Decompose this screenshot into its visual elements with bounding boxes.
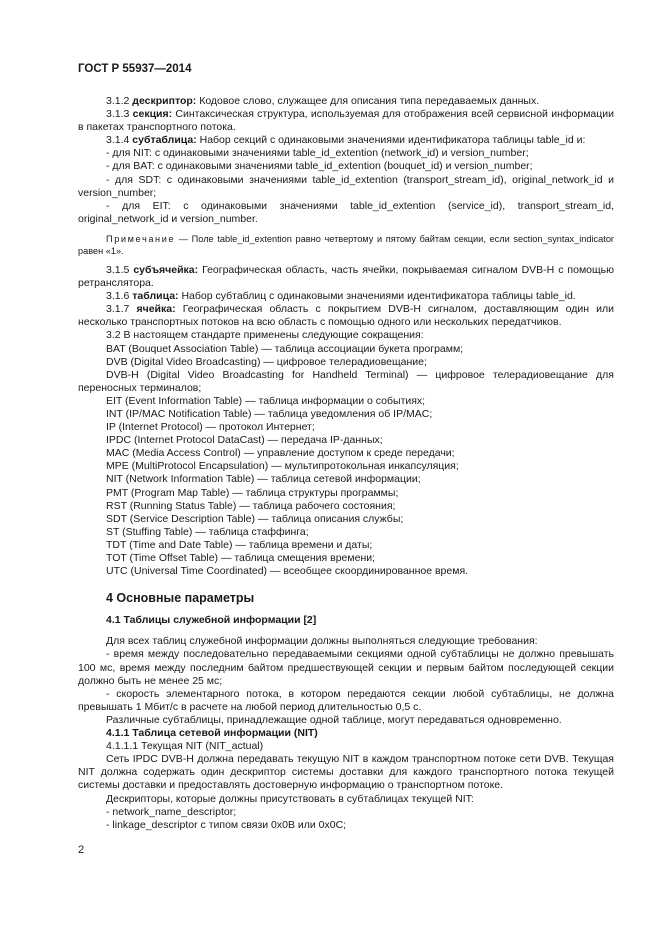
- list-item: - время между последовательно передаваемыми секциями одной субтаблицы не должно превышать 100 мс, время между последним байтом предшествующей секции и первым байтом последующей секции должно быть не менее 25 мс;: [78, 648, 614, 687]
- definition-3-1-3: 3.1.3 секция: Синтаксическая структура, используемая для отображения всей сервисной информации в пакетах транспортного потока.: [78, 108, 614, 134]
- list-item: - для EIT: с одинаковыми значениями table_id_extention (service_id), transport_stream_id, original_network_id и version_number.: [78, 199, 614, 225]
- abbreviation-item: NIT (Network Information Table) — таблица сетевой информации;: [106, 473, 421, 486]
- abbreviation-item: IP (Internet Protocol) — протокол Интернет;: [106, 421, 315, 434]
- list-item: - скорость элементарного потока, в котором передаются секции любой субтаблицы, не должна превышать 1 Мбит/с в расчете на любой период длительностью 0,5 с.: [78, 687, 614, 713]
- abbreviation-item: RST (Running Status Table) — таблица рабочего состояния;: [106, 499, 396, 512]
- abbreviation-item: PMT (Program Map Table) — таблица структуры программы;: [106, 486, 399, 499]
- abbreviation-item: DVB (Digital Video Broadcasting) — цифровое телерадиовещание;: [106, 355, 427, 368]
- section-4-1-1-1-heading: 4.1.1.1 Текущая NIT (NIT_actual): [106, 740, 264, 753]
- abbreviation-item: TDT (Time and Date Table) — таблица времени и даты;: [106, 538, 373, 551]
- section-4-1-1-heading: 4.1.1 Таблица сетевой информации (NIT): [106, 727, 318, 740]
- list-item: - network_name_descriptor;: [106, 805, 237, 818]
- section-4-heading: 4 Основные параметры: [106, 591, 255, 606]
- abbreviation-item: UTC (Universal Time Coordinated) — всеобщее скоординированное время.: [106, 565, 469, 578]
- note-label: Примечание: [106, 233, 176, 244]
- list-item: - linkage_descriptor с типом связи 0x0B или 0x0C;: [106, 818, 347, 831]
- definition-3-1-2: 3.1.2 дескриптор: Кодовое слово, служащее для описания типа передаваемых данных.: [106, 95, 540, 107]
- list-item: - для BAT: с одинаковыми значениями table_id_extention (bouquet_id) и version_number;: [106, 160, 533, 173]
- abbreviation-item: MPE (MultiProtocol Encapsulation) — мультипротокольная инкапсуляция;: [106, 460, 459, 473]
- abbreviation-item: BAT (Bouquet Association Table) — таблица ассоциации букета программ;: [106, 342, 464, 355]
- abbreviations-intro: 3.2 В настоящем стандарте применены следующие сокращения:: [106, 329, 424, 342]
- section-4-1-heading: 4.1 Таблицы служебной информации [2]: [106, 614, 317, 627]
- doc-header: ГОСТ Р 55937—2014: [78, 63, 192, 75]
- abbreviation-item: IPDC (Internet Protocol DataCast) — передача IP-данных;: [106, 434, 383, 447]
- abbreviation-item: ST (Stuffing Table) — таблица стаффинга;: [106, 525, 309, 538]
- definition-3-1-5: 3.1.5 субъячейка: Географическая область, часть ячейки, покрываемая сигналом DVB-H с помощью ретранслятора.: [78, 263, 614, 290]
- definition-3-1-7: 3.1.7 ячейка: Географическая область с покрытием DVB-H сигналом, доставляющим один или несколько транспортных потоков на всю область с помощью одного или нескольких передатчиков.: [78, 303, 614, 329]
- list-item: - для SDT: с одинаковыми значениями table_id_extention (transport_stream_id), original_network_id и version_number;: [78, 173, 614, 199]
- paragraph: Дескрипторы, которые должны присутствовать в субтаблицах текущей NIT:: [106, 792, 474, 805]
- paragraph: Различные субтаблицы, принадлежащие одной таблице, могут передаваться одновременно.: [106, 713, 562, 726]
- abbreviation-item: MAC (Media Access Control) — управление доступом к среде передачи;: [106, 447, 455, 460]
- list-item: - для NIT: с одинаковыми значениями table_id_extention (network_id) и version_number;: [106, 147, 529, 160]
- paragraph: Для всех таблиц служебной информации должны выполняться следующие требования:: [106, 635, 538, 648]
- abbreviation-item: TOT (Time Offset Table) — таблица смещения времени;: [106, 552, 376, 564]
- note: [78, 233, 614, 257]
- abbreviation-item: DVB-H (Digital Video Broadcasting for Handheld Terminal) — цифровое телерадиовещание для переносных терминалов;: [78, 368, 614, 394]
- page-number: 2: [78, 844, 85, 856]
- definition-3-1-4: 3.1.4 субтаблица: Набор секций с одинаковыми значениями идентификатора таблицы table_id и:: [106, 134, 586, 147]
- paragraph: Сеть IPDC DVB-H должна передавать текущую NIT в каждом транспортном потоке сети DVB. Текущая NIT должна содержать один дескриптор системы доставки для каждого транспортного потока текущей системы доставки и предоставлять достоверную информацию о транспортном потоке.: [78, 753, 614, 792]
- definition-3-1-6: 3.1.6 таблица: Набор субтаблиц с одинаковыми значениями идентификатора таблицы table_id.: [106, 290, 576, 303]
- document-body: [78, 95, 614, 832]
- abbreviation-item: INT (IP/MAC Notification Table) — таблица уведомления об IP/MAC;: [106, 407, 433, 420]
- abbreviation-item: EIT (Event Information Table) — таблица информации о событиях;: [106, 394, 426, 407]
- note-text: — Поле table_id_extention равно четвертому и пятому байтам секции, если section_syntax_indicator равен «1».: [78, 233, 614, 256]
- abbreviation-item: SDT (Service Description Table) — таблица описания службы;: [106, 512, 404, 525]
